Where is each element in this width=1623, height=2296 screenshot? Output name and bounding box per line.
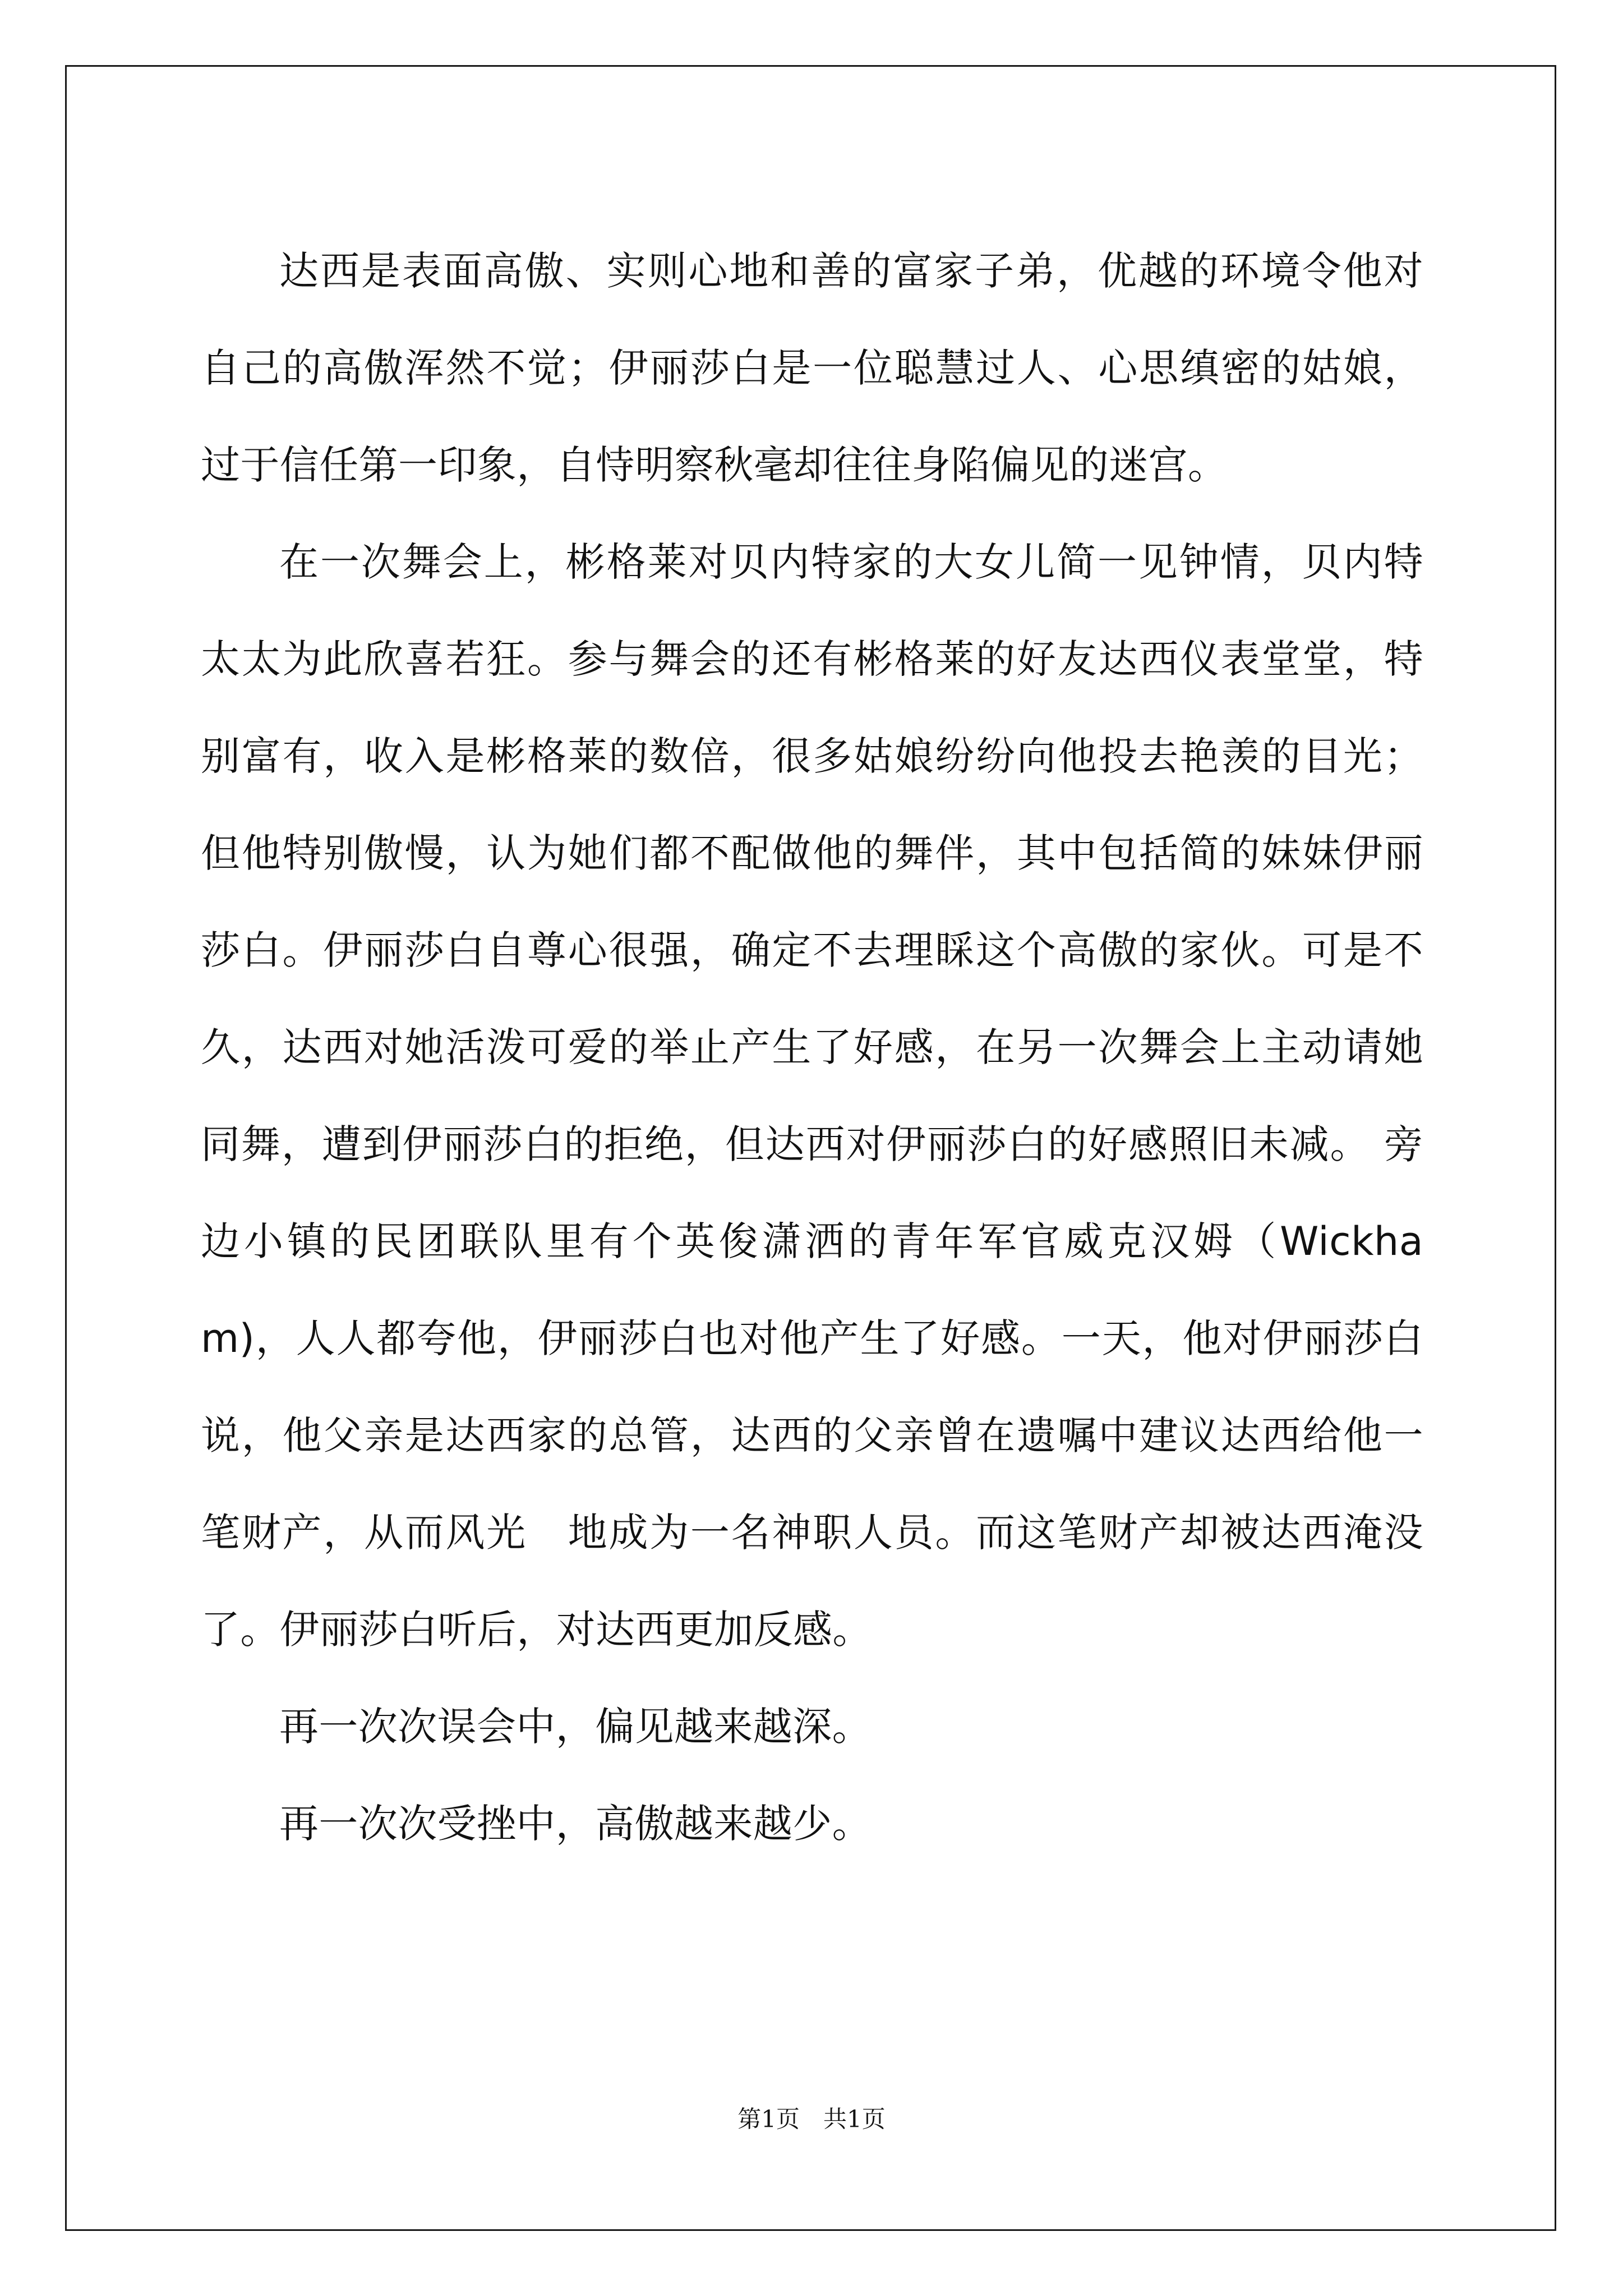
paragraph-3: 再一次次误会中，偏见越来越深。	[279, 1704, 872, 1750]
page-number-footer: 第1页 共1页	[737, 2105, 886, 2133]
paragraph-4: 再一次次受挫中，高傲越来越少。	[279, 1801, 872, 1847]
paragraph-2: 在一次舞会上，彬格莱对贝内特家的大女儿简一见钟情，贝内特太太为此欣喜若狂。参与舞会的还有彬格莱的好友达西仪表堂堂，特别富有，收入是彬格莱的数倍，很多姑娘纷纷向他投去艳羡的目光；但他特别傲慢，认为她们都不配做他的舞伴，其中包括简的妹妹伊丽莎白。伊丽莎白自尊心很强，确定不去理睬这个高傲的家伙。可是不久，达西对她活泼可爱的举止产生了好感，在另一次舞会上主动请她同舞，遭到伊丽莎白的拒绝，但达西对伊丽莎白的好感照旧未减。 旁边小镇的民团联队里有个英俊潇洒的青年军官威克汉姆（Wickham)，人人都夸他，伊丽莎白也对他产生了好感。一天，他对伊丽莎白说，他父亲是达西家的总管，达西的父亲曾在遗嘱中建议达西给他一笔财产，从而风光 地成为一名神职人员。而这笔财产却被达西淹没了。伊丽莎白听后，对达西更加反感。	[201, 539, 1423, 1653]
document-body	[201, 223, 1423, 1872]
paragraph-1: 达西是表面高傲、实则心地和善的富家子弟，优越的环境令他对自己的高傲浑然不觉；伊丽莎白是一位聪慧过人、心思缜密的姑娘，过于信任第一印象，自恃明察秋毫却往往身陷偏见的迷宫。	[201, 248, 1423, 488]
